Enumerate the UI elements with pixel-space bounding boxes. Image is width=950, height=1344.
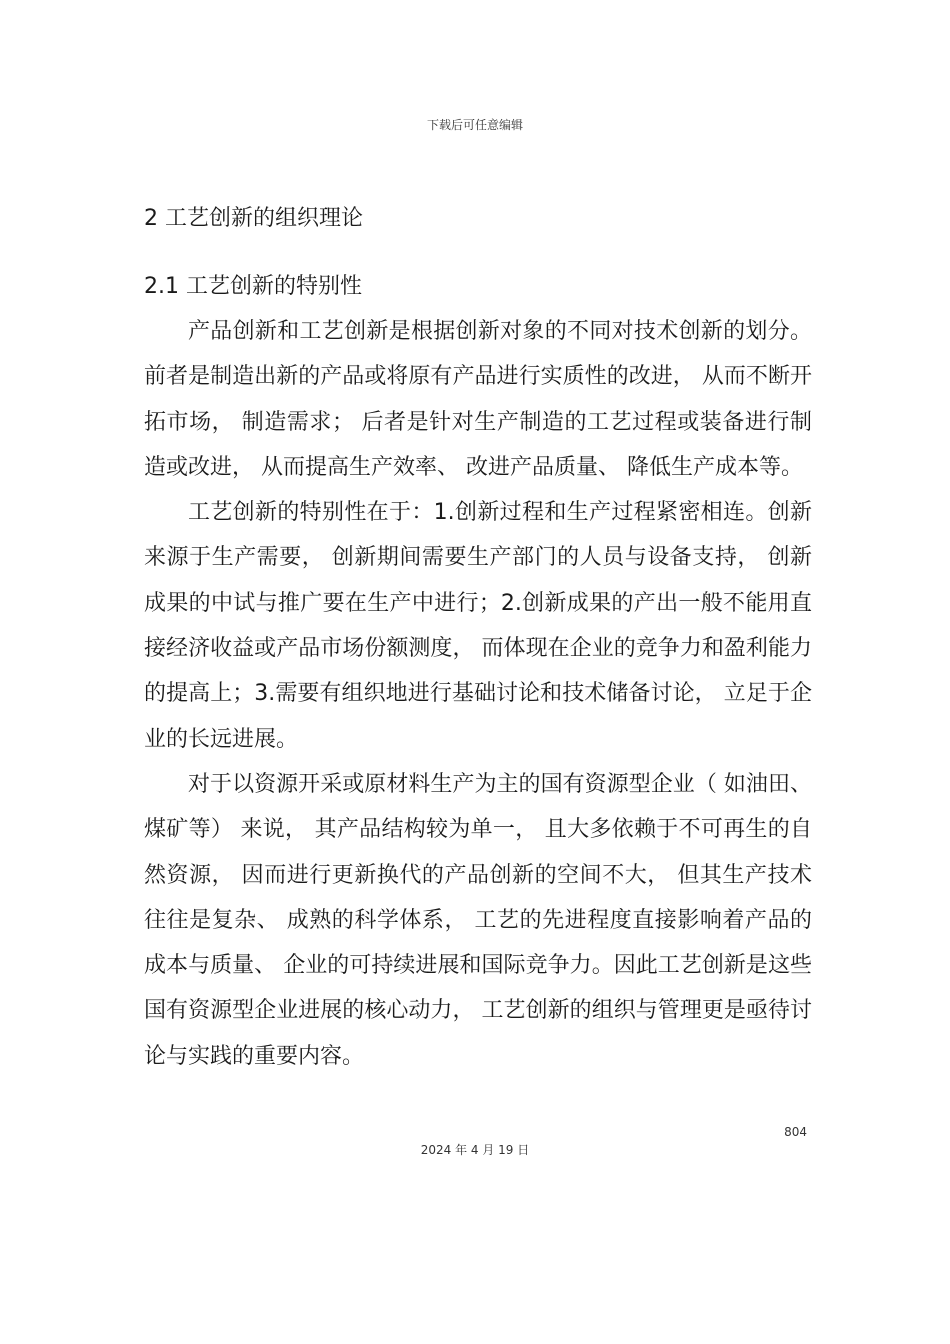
document-body [144,196,812,1079]
footer-date: 2024 年 4 月 19 日 [420,1143,530,1157]
section-heading: 2 工艺创新的组织理论 [144,206,363,231]
subsection-heading: 2.1 工艺创新的特别性 [144,274,362,299]
page-number: 804 [784,1125,807,1139]
paragraph-3: 对于以资源开采或原材料生产为主的国有资源型企业（ 如油田、 煤矿等） 来说， 其产品结构较为单一， 且大多依赖于不可再生的自然资源， 因而进行更新换代的产品创新的空间不大， 但其生产技术往往是复杂、 成熟的科学体系， 工艺的先进程度直接影响着产品的成本与质量、 企业的可持续进展和国际竞争力。因此工艺创新是这些国有资源型企业进展的核心动力， 工艺创新的组织与管理更是亟待讨论与实践的重要内容。 [144,771,812,1069]
header-note: 下载后可任意编辑 [426,118,523,132]
paragraph-1: 产品创新和工艺创新是根据创新对象的不同对技术创新的划分。前者是制造出新的产品或将原有产品进行实质性的改进， 从而不断开拓市场， 制造需求； 后者是针对生产制造的工艺过程或装备进行制造或改进， 从而提高生产效率、 改进产品质量、 降低生产成本等。 [144,319,812,480]
paragraph-2: 工艺创新的特别性在于：1.创新过程和生产过程紧密相连。创新来源于生产需要， 创新期间需要生产部门的人员与设备支持， 创新成果的中试与推广要在生产中进行；2.创新成果的产出一般不能用直接经济收益或产品市场份额测度， 而体现在企业的竞争力和盈利能力的提高上；3.需要有组织地进行基础讨论和技术储备讨论， 立足于企业的长远进展。 [144,500,812,752]
